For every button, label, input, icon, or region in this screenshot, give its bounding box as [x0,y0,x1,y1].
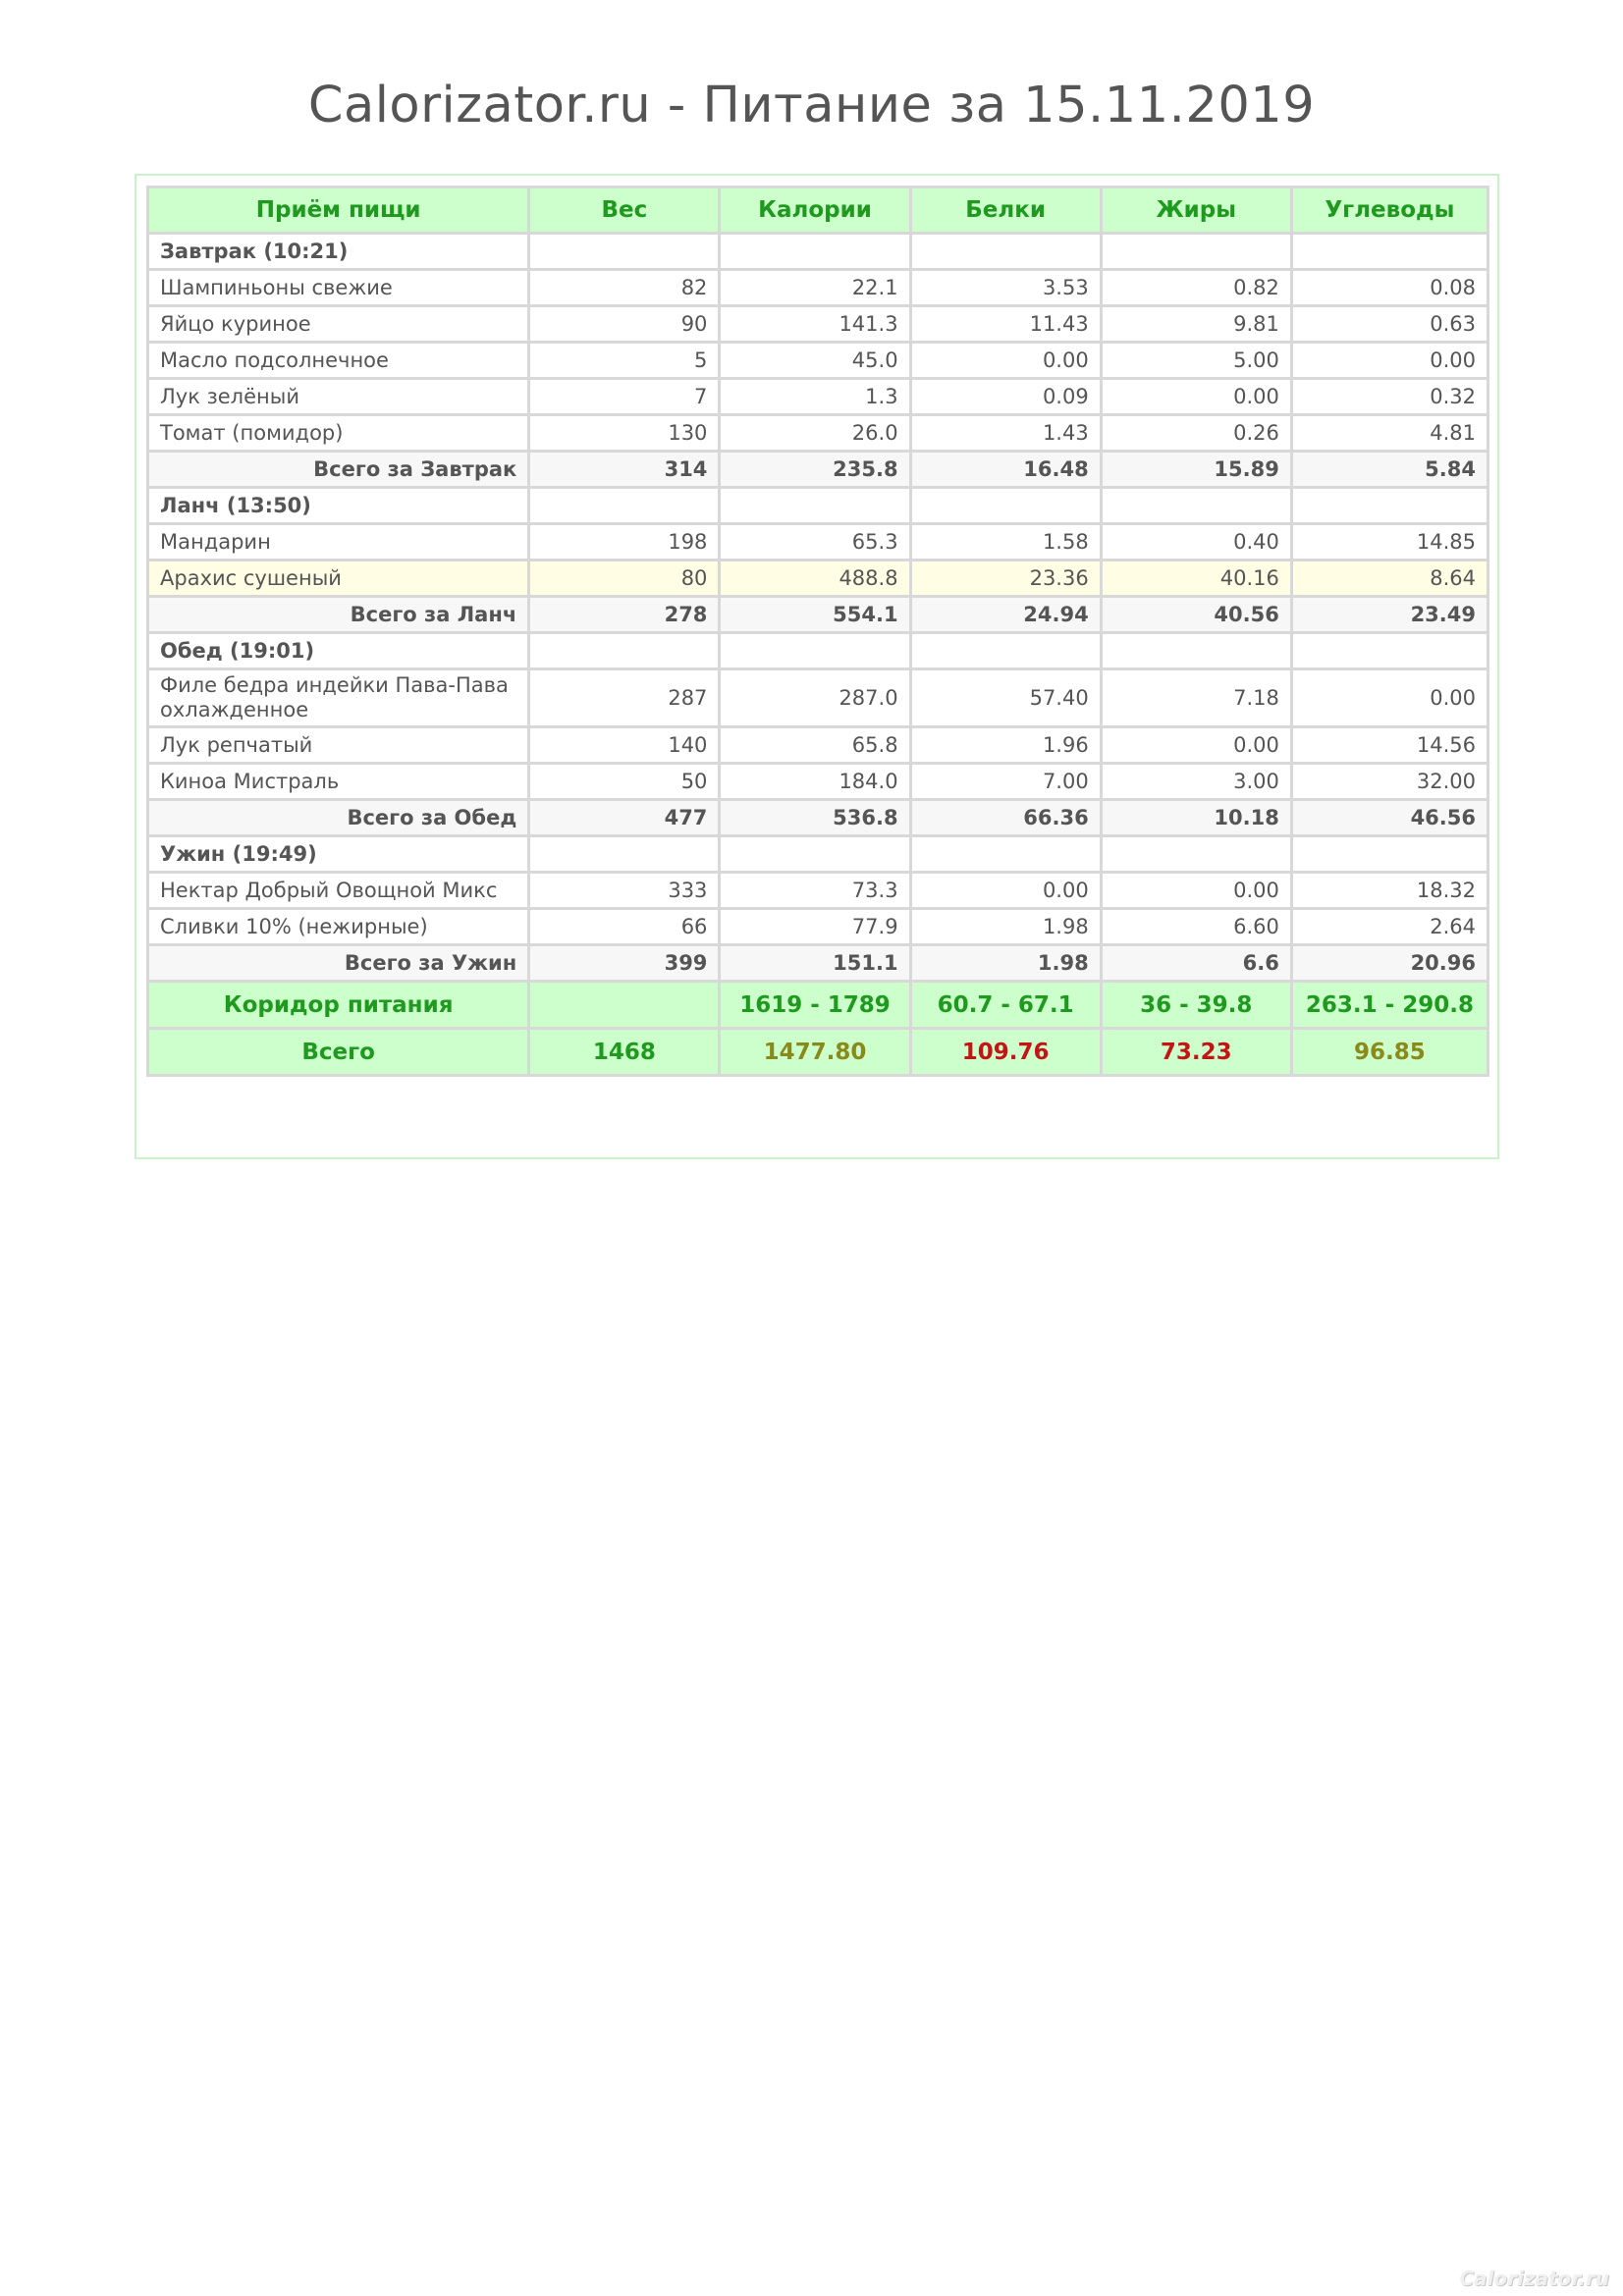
food-weight: 130 [529,415,720,452]
food-weight: 82 [529,270,720,306]
food-name: Филе бедра индейки Пава-Пава охлажденное [148,669,529,727]
total-fat: 40.56 [1101,597,1291,633]
food-protein: 0.00 [910,873,1101,909]
food-kcal: 184.0 [720,764,910,800]
food-carbs: 2.64 [1291,909,1488,945]
food-kcal: 45.0 [720,343,910,379]
food-carbs: 0.00 [1291,343,1488,379]
food-name: Масло подсолнечное [148,343,529,379]
food-fat: 0.26 [1101,415,1291,452]
food-protein: 1.96 [910,727,1101,764]
table-row [148,727,1488,764]
total-weight: 278 [529,597,720,633]
food-weight: 80 [529,561,720,597]
meal-header-row [148,633,1488,669]
total-weight: 477 [529,800,720,836]
total-kcal: 235.8 [720,452,910,488]
food-weight: 198 [529,524,720,561]
food-carbs: 8.64 [1291,561,1488,597]
total-label: Всего за Завтрак [148,452,529,488]
grand-total-kcal: 1477.80 [720,1029,910,1076]
table-row [148,270,1488,306]
food-kcal: 141.3 [720,306,910,343]
food-protein: 23.36 [910,561,1101,597]
total-protein: 16.48 [910,452,1101,488]
table-header-row [148,187,1488,234]
meal-total-row [148,597,1488,633]
total-protein: 24.94 [910,597,1101,633]
food-carbs: 18.32 [1291,873,1488,909]
header-meal: Приём пищи [148,187,529,234]
table-row [148,524,1488,561]
food-weight: 90 [529,306,720,343]
corridor-protein: 60.7 - 67.1 [910,982,1101,1029]
page-title: Calorizator.ru - Питание за 15.11.2019 [307,77,1316,134]
header-carbs: Углеводы [1291,187,1488,234]
grand-total-weight: 1468 [529,1029,720,1076]
food-kcal: 73.3 [720,873,910,909]
food-protein: 57.40 [910,669,1101,727]
food-weight: 66 [529,909,720,945]
food-carbs: 32.00 [1291,764,1488,800]
total-label: Всего за Обед [148,800,529,836]
food-weight: 140 [529,727,720,764]
meal-name: Ланч (13:50) [148,488,529,524]
food-fat: 0.82 [1101,270,1291,306]
corridor-fat: 36 - 39.8 [1101,982,1291,1029]
meal-header-row [148,488,1488,524]
header-weight: Вес [529,187,720,234]
food-protein: 1.98 [910,909,1101,945]
total-carbs: 46.56 [1291,800,1488,836]
total-weight: 314 [529,452,720,488]
corridor-label: Коридор питания [148,982,529,1029]
food-protein: 0.09 [910,379,1101,415]
meal-header-row [148,234,1488,270]
food-fat: 0.40 [1101,524,1291,561]
food-carbs: 0.63 [1291,306,1488,343]
food-name: Яйцо куриное [148,306,529,343]
total-fat: 6.6 [1101,945,1291,982]
food-name: Мандарин [148,524,529,561]
meal-name: Ужин (19:49) [148,836,529,873]
total-carbs: 23.49 [1291,597,1488,633]
food-fat: 9.81 [1101,306,1291,343]
food-protein: 1.43 [910,415,1101,452]
food-name: Сливки 10% (нежирные) [148,909,529,945]
total-carbs: 5.84 [1291,452,1488,488]
header-protein: Белки [910,187,1101,234]
total-label: Всего за Ужин [148,945,529,982]
food-fat: 7.18 [1101,669,1291,727]
food-name: Лук репчатый [148,727,529,764]
total-kcal: 554.1 [720,597,910,633]
total-carbs: 20.96 [1291,945,1488,982]
corridor-weight [529,982,720,1029]
food-fat: 0.00 [1101,727,1291,764]
food-name: Нектар Добрый Овощной Микс [148,873,529,909]
table-row [148,415,1488,452]
meal-total-row [148,800,1488,836]
header-calories: Калории [720,187,910,234]
total-label: Всего за Ланч [148,597,529,633]
food-name: Томат (помидор) [148,415,529,452]
food-carbs: 0.00 [1291,669,1488,727]
food-carbs: 4.81 [1291,415,1488,452]
food-protein: 0.00 [910,343,1101,379]
food-fat: 3.00 [1101,764,1291,800]
food-carbs: 14.56 [1291,727,1488,764]
meal-name: Обед (19:01) [148,633,529,669]
total-kcal: 151.1 [720,945,910,982]
total-weight: 399 [529,945,720,982]
table-row [148,873,1488,909]
food-carbs: 0.32 [1291,379,1488,415]
grand-total-row [148,1029,1488,1076]
table-row [148,379,1488,415]
food-weight: 5 [529,343,720,379]
food-carbs: 0.08 [1291,270,1488,306]
table-row [148,306,1488,343]
food-name: Арахис сушеный [148,561,529,597]
total-protein: 66.36 [910,800,1101,836]
food-name: Шампиньоны свежие [148,270,529,306]
table-row [148,561,1488,597]
food-kcal: 1.3 [720,379,910,415]
grand-total-carbs: 96.85 [1291,1029,1488,1076]
corridor-carbs: 263.1 - 290.8 [1291,982,1488,1029]
grand-total-protein: 109.76 [910,1029,1101,1076]
watermark-logo: Calorizator.ru [1459,2267,1609,2290]
food-carbs: 14.85 [1291,524,1488,561]
food-weight: 333 [529,873,720,909]
total-fat: 10.18 [1101,800,1291,836]
grand-total-label: Всего [148,1029,529,1076]
total-fat: 15.89 [1101,452,1291,488]
food-protein: 11.43 [910,306,1101,343]
food-kcal: 65.8 [720,727,910,764]
meal-header-row [148,836,1488,873]
food-fat: 40.16 [1101,561,1291,597]
corridor-kcal: 1619 - 1789 [720,982,910,1029]
food-fat: 0.00 [1101,873,1291,909]
nutrition-table [146,186,1489,1077]
total-kcal: 536.8 [720,800,910,836]
food-kcal: 22.1 [720,270,910,306]
food-kcal: 26.0 [720,415,910,452]
report-frame [135,174,1499,1159]
table-row [148,669,1488,727]
food-protein: 7.00 [910,764,1101,800]
food-weight: 7 [529,379,720,415]
table-row [148,909,1488,945]
food-fat: 0.00 [1101,379,1291,415]
corridor-row [148,982,1488,1029]
meal-total-row [148,945,1488,982]
food-weight: 50 [529,764,720,800]
food-fat: 6.60 [1101,909,1291,945]
food-kcal: 488.8 [720,561,910,597]
total-protein: 1.98 [910,945,1101,982]
meal-name: Завтрак (10:21) [148,234,529,270]
table-row [148,343,1488,379]
food-fat: 5.00 [1101,343,1291,379]
grand-total-fat: 73.23 [1101,1029,1291,1076]
food-name: Киноа Мистраль [148,764,529,800]
header-fat: Жиры [1101,187,1291,234]
table-row [148,764,1488,800]
meal-total-row [148,452,1488,488]
food-protein: 1.58 [910,524,1101,561]
food-weight: 287 [529,669,720,727]
food-kcal: 77.9 [720,909,910,945]
food-name: Лук зелёный [148,379,529,415]
food-kcal: 287.0 [720,669,910,727]
food-kcal: 65.3 [720,524,910,561]
food-protein: 3.53 [910,270,1101,306]
